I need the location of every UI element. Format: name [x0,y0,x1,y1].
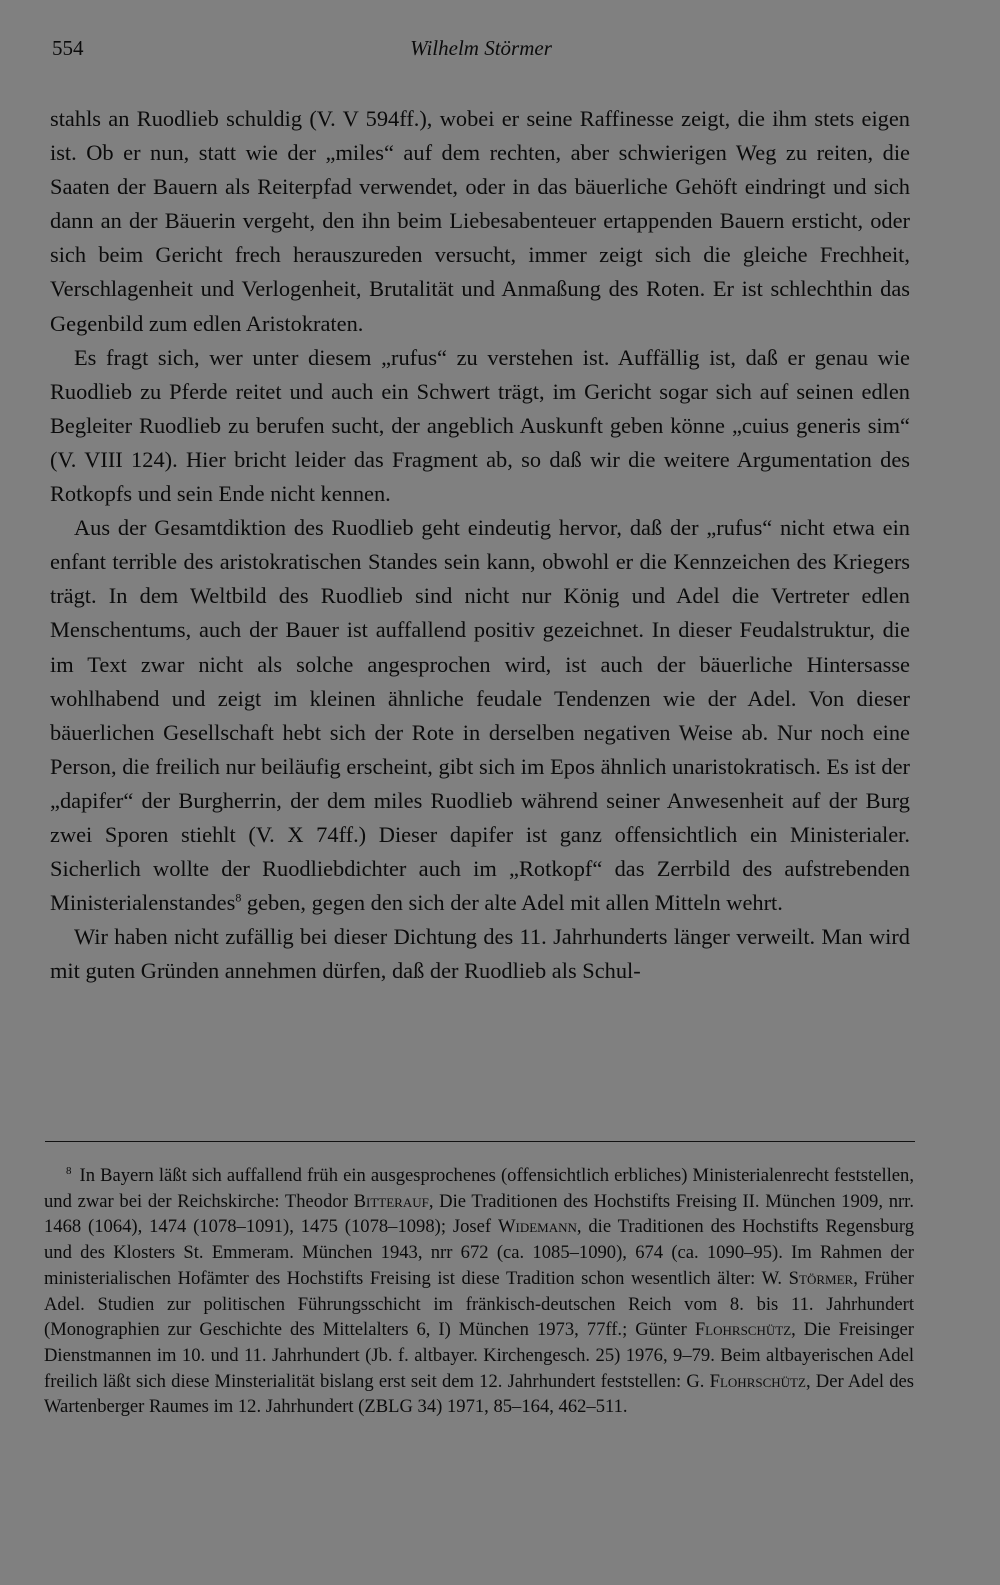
footnote-text: , Die Freisinger Dienstmannen im 10. und 11. Jahrhundert (Jb. f. altbayer. Kirchengesch. 25) 1976, 9–79. Beim altbayerischen Adel freilich läßt sich diese Minsterialität bislang erst seit dem 12. Jahrhundert feststellen: G. [44,1319,914,1392]
author-name: Flohrschütz [694,1319,792,1341]
footnote [44,1163,914,1420]
author-name: Bitterauf [353,1190,429,1212]
paragraph: Wir haben nicht zufällig bei dieser Dichtung des 11. Jahrhunderts länger verweilt. Man wird mit guten Gründen annehmen dürfen, daß der Ruodlieb als Schul- [50,924,910,984]
main-text [50,102,910,988]
author-name: Störmer [788,1267,854,1289]
running-head: Wilhelm Störmer [410,36,552,60]
footnote-text: In Bayern läßt sich auffallend früh ein ausgesprochenes (offensichtlich erbliches) Ministerialenrecht feststellen, und zwar bei der Reichskirche: Theodor [44,1165,914,1212]
paragraph: stahls an Ruodlieb schuldig (V. V 594ff.), wobei er seine Raffinesse zeigt, die ihm stets eigen ist. Ob er nun, statt wie der „miles“ auf dem rechten, aber schwierigen Weg zu reiten, die Saaten der Bauern als Reiterpfad verwendet, oder in das bäuerliche Gehöft eindringt und sich dann an der Bäuerin vergeht, den ihn beim Liebesabenteuer ertappenden Bauern ersticht, oder sich beim Gericht frech herauszureden versucht, immer zeigt sich die gleiche Frechheit, Verschlagenheit und Verlogenheit, Brutalität und Anmaßung des Roten. Er ist schlechthin das Gegenbild zum edlen Aristokraten. [50,106,910,336]
footnote-text: , Der Adel des Wartenberger Raumes im 12. Jahrhundert (ZBLG 34) 1971, 85–164, 462–511. [44,1370,914,1418]
footnotes [44,1163,914,1420]
footnote-text: , die Traditionen des Hochstifts Regensburg und des Klosters St. Emmeram. München 1943, nrr 672 (ca. 1085–1090), 674 (ca. 1090–95). Im Rahmen der ministerialischen Hofämter des Hochstifts Freising ist diese Tradition schon wesentlich älter: W. [44,1216,914,1289]
footnote-text: , Früher Adel. Studien zur politischen Führungsschicht im fränkisch-deutschen Reich vom 8. bis 11. Jahrhundert (Monographien zur Geschichte des Mittelalters 6, I) München 1973, 77ff.; Günter [44,1267,914,1341]
paragraph: Es fragt sich, wer unter diesem „rufus“ zu verstehen ist. Auffällig ist, daß er genau wie Ruodlieb zu Pferde reitet und auch ein Schwert trägt, im Gericht sogar sich auf seinen edlen Begleiter Ruodlieb zu berufen sucht, der angeblich Auskunft geben könne „cuius generis sim“ (V. VIII 124). Hier bricht leider das Fragment ab, so daß wir die weitere Argumentation des Rotkopfs und sein Ende nicht kennen. [50,344,910,507]
footnote-reference[interactable]: 8 [235,890,242,905]
footnote-mark: 8 [66,1164,72,1177]
paragraph [50,511,910,920]
footnote-text: , Die Traditionen des Hochstifts Freising II. München 1909, nrr. 1468 (1064), 1474 (1078–1091), 1475 (1078–1098); Josef [44,1190,914,1238]
paragraph-text: geben, gegen den sich der alte Adel mit allen Mitteln wehrt. [241,890,783,916]
author-name: Flohrschütz [709,1370,806,1392]
author-name: Widemann [497,1216,577,1238]
paragraph-text: Aus der Gesamtdiktion des Ruodlieb geht eindeutig hervor, daß der „rufus“ nicht etwa ein enfant terrible des aristokratischen Standes sein kann, obwohl er die Kennzeichen des Kriegers trägt. In dem Weltbild des Ruodlieb sind nicht nur König und Adel die Vertreter edlen Menschentums, auch der Bauer ist auffallend positiv gezeichnet. In dieser Feudalstruktur, die im Text zwar nicht als solche angesprochen wird, ist auch der bäuerliche Hintersasse wohlhabend und zeigt im kleinen ähnliche feudale Tendenzen wie der Adel. Von dieser bäuerlichen Gesellschaft hebt sich der Rote in derselben negativen Weise ab. Nur noch eine Person, die freilich nur beiläufig erscheint, gibt sich im Epos ähnlich unaristokratisch. Es ist der „dapifer“ der Burgherrin, der dem miles Ruodlieb während seiner Anwesenheit auf der Burg zwei Sporen stiehlt (V. X 74ff.) Dieser dapifer ist ganz offensichtlich ein Ministerialer. Sicherlich wollte der Ruodliebdichter auch im „Rotkopf“ das Zerrbild des aufstrebenden Ministerialenstandes [50,515,910,916]
footnote-divider [45,1141,915,1142]
page-number: 554 [52,36,84,60]
page-header [52,36,910,62]
